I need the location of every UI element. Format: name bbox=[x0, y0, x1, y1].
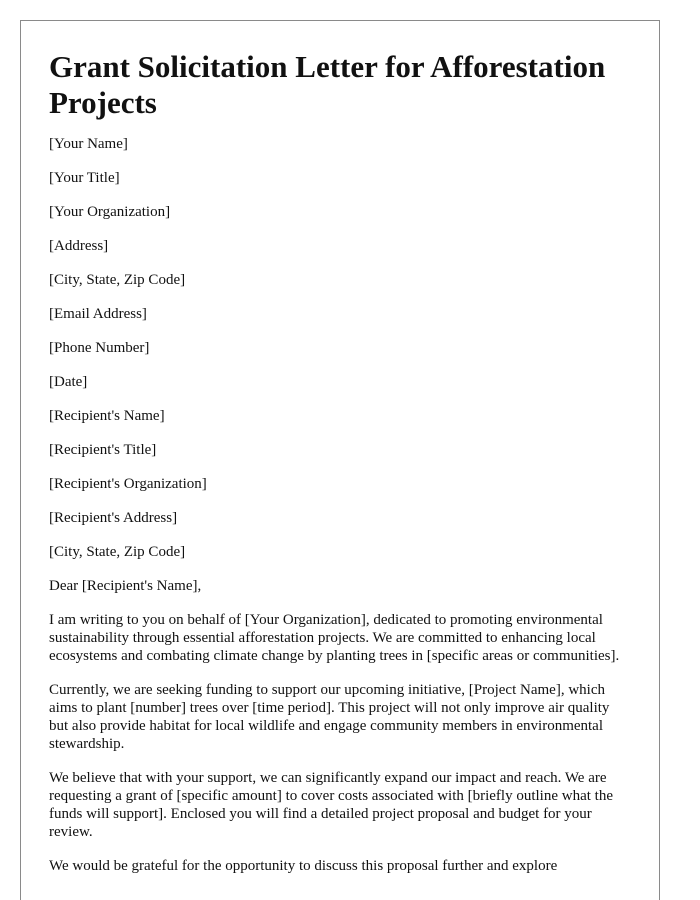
recipient-address: [Recipient's Address] bbox=[49, 510, 178, 526]
sender-address: [Address] bbox=[49, 238, 109, 254]
recipient-title: [Recipient's Title] bbox=[49, 442, 157, 458]
sender-title: [Your Title] bbox=[49, 170, 120, 186]
recipient-city-state-zip: [City, State, Zip Code] bbox=[49, 544, 186, 560]
salutation: Dear [Recipient's Name], bbox=[49, 578, 202, 594]
body-paragraph-project: Currently, we are seeking funding to support our upcoming initiative, [Project Name], which aims to plant [number] trees over [time period]. This project will not only improve air quality but also provide habitat for local wildlife and engage community members in environmental stewardship. bbox=[49, 682, 610, 752]
body-paragraph-intro: I am writing to you on behalf of [Your Organization], dedicated to promoting environmental sustainability through essential afforestation projects. We are committed to enhancing local ecosystems and combating climate change by planting trees in [specific areas or communities]. bbox=[49, 612, 620, 664]
sender-name: [Your Name] bbox=[49, 136, 128, 152]
sender-phone: [Phone Number] bbox=[49, 340, 150, 356]
recipient-name: [Recipient's Name] bbox=[49, 408, 165, 424]
letter-page bbox=[20, 20, 660, 900]
sender-email: [Email Address] bbox=[49, 306, 147, 322]
sender-city-state-zip: [City, State, Zip Code] bbox=[49, 272, 186, 288]
body-paragraph-closing: We would be grateful for the opportunity to discuss this proposal further and explore bbox=[49, 858, 558, 874]
body-paragraph-request: We believe that with your support, we can significantly expand our impact and reach. We are requesting a grant of [specific amount] to cover costs associated with [briefly outline what the funds will support]. Enclosed you will find a detailed project proposal and budget for your review. bbox=[49, 770, 613, 840]
sender-organization: [Your Organization] bbox=[49, 204, 171, 220]
document-title: Grant Solicitation Letter for Afforestation Projects bbox=[49, 49, 606, 120]
letter-date: [Date] bbox=[49, 374, 88, 390]
recipient-organization: [Recipient's Organization] bbox=[49, 476, 207, 492]
